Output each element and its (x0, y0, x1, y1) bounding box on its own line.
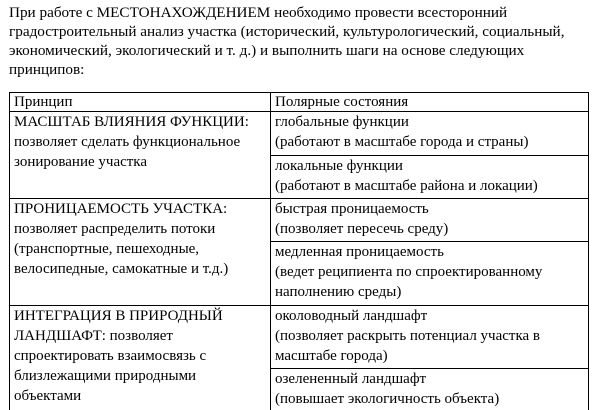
intro-paragraph (9, 3, 587, 79)
principle-text: близлежащими природными (14, 368, 197, 384)
state-text: (позволяет раскрыть потенциал участка в (275, 328, 541, 344)
principle-text: велосипедные, самокатные и т.д.) (14, 261, 229, 277)
intro-line: градостроительный анализ участка (исторический, культурологический, социальный, (9, 23, 565, 40)
principle-text: позволяет сделать функциональное (14, 134, 241, 150)
principle-text: объектами (14, 388, 82, 404)
state-text: (ведет реципиента по спроектированному (275, 263, 543, 280)
principle-cell (10, 199, 271, 306)
state-title: озелененный ландшафт (275, 371, 427, 388)
table-row (10, 112, 589, 156)
principle-text: ЛАНДШАФТ: позволяет (14, 328, 173, 344)
intro-line: При работе с МЕСТОНАХОЖДЕНИЕМ необходимо провести всесторонний (9, 4, 508, 21)
table-header-row (10, 93, 589, 112)
state-text: наполнению среды) (275, 283, 402, 300)
state-text: (работают в масштабе района и локации) (275, 178, 538, 195)
principle-text: (транспортные, пешеходные, (14, 241, 200, 257)
state-cell (271, 306, 589, 369)
state-text: (позволяет пересечь среду) (275, 221, 449, 237)
table-row (10, 199, 589, 242)
intro-line: принципов: (9, 61, 85, 78)
state-cell (271, 156, 589, 199)
state-cell (271, 241, 589, 305)
state-cell (271, 199, 589, 242)
principle-text: позволяет распределить потоки (14, 221, 216, 237)
state-text: (повышает экологичность объекта) (275, 391, 500, 408)
principle-title: МАСШТАБ ВЛИЯНИЯ ФУНКЦИИ: (14, 114, 249, 130)
table-row (10, 306, 589, 369)
principle-cell (10, 306, 271, 410)
principle-text: спроектировать взаимосвязь с (14, 348, 207, 364)
state-title: околоводный ландшафт (275, 308, 428, 324)
principle-title: ПРОНИЦАЕМОСТЬ УЧАСТКА: (14, 201, 228, 217)
state-text: масштабе города) (275, 348, 388, 364)
principles-table (9, 92, 589, 410)
principle-title: ИНТЕГРАЦИЯ В ПРИРОДНЫЙ (14, 308, 223, 324)
state-text: (работают в масштабе города и страны) (275, 134, 529, 150)
header-principle: Принцип (10, 93, 271, 112)
principle-text: зонирование участка (14, 154, 148, 170)
principle-cell (10, 112, 271, 199)
state-cell (271, 112, 589, 156)
state-title: быстрая проницаемость (275, 201, 429, 217)
state-title: локальные функции (275, 158, 403, 175)
intro-line: экономический, экологический и т. д.) и выполнить шаги на основе следующих (9, 42, 525, 59)
header-polar-states: Полярные состояния (271, 93, 589, 112)
state-cell (271, 369, 589, 410)
state-title: глобальные функции (275, 114, 409, 130)
state-title: медленная проницаемость (275, 243, 444, 260)
